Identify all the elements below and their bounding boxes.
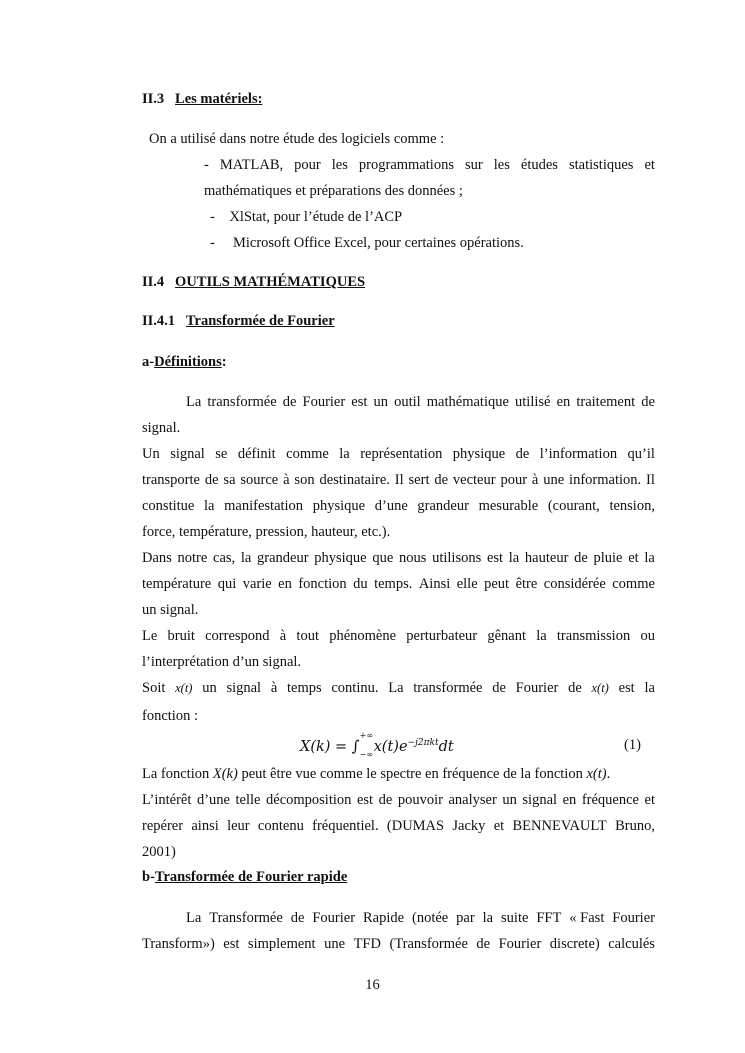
word: la	[644, 550, 655, 566]
word: constitue	[142, 498, 195, 514]
subheading-prefix: b-	[142, 869, 155, 885]
word: correspond	[205, 628, 270, 644]
word: décomposition	[266, 792, 352, 808]
word: L’intérêt	[142, 792, 192, 808]
word: comme	[612, 576, 655, 592]
word: outil	[394, 394, 421, 410]
word: vecteur	[452, 472, 496, 488]
subheading-b	[142, 868, 347, 886]
text-run: .	[606, 766, 611, 782]
word: de	[204, 472, 219, 488]
text-run: peut être vue comme le spectre en fréquence de la fonction	[237, 766, 587, 782]
word: BENNEVAULT	[512, 818, 607, 834]
word: Ainsi	[418, 576, 451, 592]
word: traitement	[576, 394, 636, 410]
word: discrete)	[549, 936, 600, 952]
para-b-line-1-text	[142, 766, 610, 782]
word: la	[240, 550, 252, 566]
word: mesurable	[478, 498, 539, 514]
word: de	[492, 680, 506, 696]
word: à	[270, 680, 278, 696]
para-a-line-6: force, température, pression, hauteur, etc.).	[142, 524, 391, 540]
word: notre	[177, 550, 208, 566]
word: études	[520, 157, 558, 173]
word: et	[493, 818, 505, 834]
word: tension,	[609, 498, 655, 514]
word: la	[204, 498, 215, 514]
subheading-title: Définitions	[154, 354, 222, 370]
word: -	[204, 157, 209, 173]
word: La	[186, 394, 202, 410]
word: de	[434, 472, 449, 488]
word: température	[142, 576, 212, 592]
word: fréquence	[581, 792, 639, 808]
word: temps	[286, 680, 322, 696]
word: est	[223, 936, 240, 952]
word: x(t)	[591, 681, 609, 695]
word: grandeur	[417, 498, 469, 514]
word: définit	[237, 446, 276, 462]
word: et	[644, 157, 655, 173]
para-b-line-1	[142, 765, 610, 783]
word: manifestation	[224, 498, 304, 514]
para-a-line-1	[186, 393, 655, 411]
word: physique	[452, 446, 506, 462]
word: de	[641, 394, 655, 410]
word: destinataire.	[319, 472, 390, 488]
word: bruit	[167, 628, 195, 644]
word: Un	[142, 446, 160, 462]
word: à	[283, 472, 290, 488]
math-variable: X(k)	[212, 766, 238, 782]
para-b-line-2	[142, 791, 655, 809]
word: une	[324, 936, 346, 952]
word: Il	[394, 472, 404, 488]
bullet-2	[210, 208, 402, 226]
word: et	[644, 792, 655, 808]
word: les	[331, 157, 348, 173]
para-a-line-8	[142, 575, 655, 593]
word: et	[628, 550, 639, 566]
word: perturbateur	[406, 628, 478, 644]
word: est	[356, 792, 374, 808]
fourier-equation	[300, 731, 454, 759]
word: continu.	[331, 680, 379, 696]
word: « Fast	[569, 910, 605, 926]
word: est	[486, 550, 504, 566]
word: une	[543, 472, 565, 488]
word: Jacky	[452, 818, 486, 834]
word: comme	[286, 446, 329, 462]
word: signal	[226, 680, 262, 696]
word: la	[482, 910, 494, 926]
word: Bruno,	[615, 818, 655, 834]
word: du	[353, 576, 368, 592]
para-b-line-3	[142, 817, 655, 835]
word: mathématique	[426, 394, 509, 410]
word: en	[562, 792, 577, 808]
integral-upper: +∞	[359, 731, 373, 740]
math-variable: x(t)	[586, 766, 607, 782]
subheading-a	[142, 353, 227, 371]
word: FFT	[536, 910, 562, 926]
bullet-dash: -	[210, 209, 215, 225]
word: Fourier	[498, 936, 542, 952]
word: Fourier	[515, 680, 559, 696]
word: x(t)	[175, 681, 193, 695]
word: tout	[296, 628, 319, 644]
para-a-line-10	[142, 627, 655, 645]
word: TFD	[353, 936, 381, 952]
equation-dt: dt	[438, 738, 454, 755]
para-a-line-3	[142, 445, 655, 463]
word: Rapide	[362, 910, 405, 926]
word: temps.	[374, 576, 413, 592]
word: son	[294, 472, 315, 488]
word: fréquentiel.	[312, 818, 379, 834]
word: leur	[227, 818, 250, 834]
word: statistiques	[568, 157, 634, 173]
text-run: La fonction	[142, 766, 213, 782]
word: représentation	[360, 446, 443, 462]
word: en	[278, 576, 292, 592]
integral-sign: ∫	[351, 736, 360, 755]
bullet-1-line-2: mathématiques et préparations des données ;	[204, 183, 463, 199]
section-number: II.4	[142, 274, 165, 290]
word: pour	[294, 157, 321, 173]
intro-line: On a utilisé dans notre étude des logiciels comme :	[149, 131, 445, 147]
word: suite	[501, 910, 529, 926]
word: pour	[500, 472, 528, 488]
word: peut	[484, 576, 510, 592]
section-title: OUTILS MATHÉMATIQUES	[175, 274, 366, 290]
section-heading-2-3	[142, 90, 262, 108]
word: calculés	[608, 936, 655, 952]
word: qu’il	[627, 446, 655, 462]
section-heading-2-4-1	[142, 312, 335, 330]
word: de	[476, 936, 491, 952]
word: de	[568, 680, 582, 696]
word: information.	[569, 472, 642, 488]
word: la	[644, 680, 655, 696]
word: Il	[646, 472, 655, 488]
word: en	[556, 394, 571, 410]
para-a-line-4	[142, 471, 655, 489]
bullet-1-line-1	[204, 156, 655, 174]
word: Soit	[142, 680, 166, 696]
word: transformée	[413, 680, 483, 696]
word: nous	[398, 550, 427, 566]
word: être	[515, 576, 538, 592]
para-c-line-1	[186, 909, 655, 927]
bullet-3	[210, 234, 524, 252]
word: (notée	[412, 910, 449, 926]
word: Transformée	[209, 910, 283, 926]
bullet-text: XlStat, pour l’étude de l’ACP	[229, 209, 403, 225]
word: signal	[522, 792, 558, 808]
para-a-line-7	[142, 549, 655, 567]
word: Fourier	[302, 394, 346, 410]
word: d’une	[196, 792, 230, 808]
section-heading-2-4	[142, 273, 365, 291]
para-c-line-2	[142, 935, 655, 953]
word: que	[372, 550, 394, 566]
word: telle	[235, 792, 261, 808]
word: grandeur	[257, 550, 309, 566]
word: contenu	[257, 818, 304, 834]
word: gênant	[487, 628, 526, 644]
word: utilisons	[432, 550, 482, 566]
word: transporte	[142, 472, 200, 488]
section-number: II.4.1	[142, 313, 176, 329]
word: est	[351, 394, 368, 410]
word: ainsi	[191, 818, 219, 834]
word: La	[388, 680, 404, 696]
subheading-title: Transformée de Fourier rapide	[154, 869, 348, 885]
equation-exponent: −j2πkt	[407, 738, 439, 748]
para-a-line-13: fonction :	[142, 708, 198, 724]
para-a-line-12	[142, 679, 655, 697]
word: fonction	[298, 576, 347, 592]
word: d’une	[374, 498, 408, 514]
word: pouvoir	[397, 792, 443, 808]
word: Fourier	[312, 910, 356, 926]
word: considérée	[543, 576, 606, 592]
word: sur	[465, 157, 483, 173]
subheading-suffix: :	[221, 354, 227, 370]
word: (courant,	[547, 498, 600, 514]
section-title: Les matériels:	[175, 91, 263, 107]
word: Fourier	[612, 910, 655, 926]
word: transformée	[207, 394, 277, 410]
word: physique	[314, 550, 367, 566]
word: un	[502, 792, 517, 808]
word: signal	[170, 446, 205, 462]
word: source	[240, 472, 279, 488]
equation-body: x(t)e	[373, 738, 408, 755]
word: les	[493, 157, 510, 173]
word: (Transformée	[389, 936, 468, 952]
word: programmations	[358, 157, 454, 173]
word: à	[531, 472, 539, 488]
integral-limits	[359, 731, 374, 759]
bullet-dash: -	[210, 235, 215, 251]
section-title: Transformée de Fourier	[185, 313, 335, 329]
para-a-line-11: l’interprétation d’un signal.	[142, 654, 302, 670]
word: de	[290, 910, 305, 926]
word: à	[279, 628, 287, 644]
word: hauteur	[524, 550, 569, 566]
word: analyser	[448, 792, 497, 808]
word: un	[202, 680, 217, 696]
word: simplement	[247, 936, 316, 952]
word: phénomène	[329, 628, 397, 644]
word: qui	[217, 576, 237, 592]
word: cas,	[213, 550, 236, 566]
word: La	[186, 910, 202, 926]
subheading-prefix: a-	[142, 354, 155, 370]
integral-lower: −∞	[359, 750, 373, 759]
word: transmission	[556, 628, 631, 644]
word: un	[373, 394, 388, 410]
word: de	[574, 550, 588, 566]
word: de	[515, 446, 530, 462]
word: Le	[142, 628, 158, 644]
page-number: 16	[365, 977, 380, 993]
word: la	[508, 550, 520, 566]
word: ou	[640, 628, 655, 644]
para-b-line-4: 2001)	[142, 844, 176, 860]
equation-lhs: X(k) =	[300, 738, 352, 755]
word: Transform»)	[142, 936, 215, 952]
word: elle	[456, 576, 478, 592]
word: varie	[242, 576, 272, 592]
word: utilisé	[515, 394, 551, 410]
word: Dans	[142, 550, 172, 566]
para-a-line-2: signal.	[142, 420, 181, 436]
word: l’information	[539, 446, 618, 462]
word: par	[456, 910, 475, 926]
word: la	[339, 446, 350, 462]
word: est	[618, 680, 635, 696]
word: de	[282, 394, 297, 410]
word: se	[215, 446, 228, 462]
bullet-text: Microsoft Office Excel, pour certaines opérations.	[232, 235, 524, 251]
word: de	[378, 792, 393, 808]
word: pluie	[593, 550, 623, 566]
word: physique	[312, 498, 366, 514]
equation-number: (1)	[624, 737, 641, 753]
word: repérer	[142, 818, 184, 834]
word: sa	[223, 472, 236, 488]
word: sert	[408, 472, 430, 488]
word: (DUMAS	[386, 818, 445, 834]
para-a-line-5	[142, 497, 655, 515]
section-number: II.3	[142, 91, 165, 107]
para-a-line-9: un signal.	[142, 602, 199, 618]
word: MATLAB,	[219, 157, 284, 173]
word: la	[536, 628, 547, 644]
